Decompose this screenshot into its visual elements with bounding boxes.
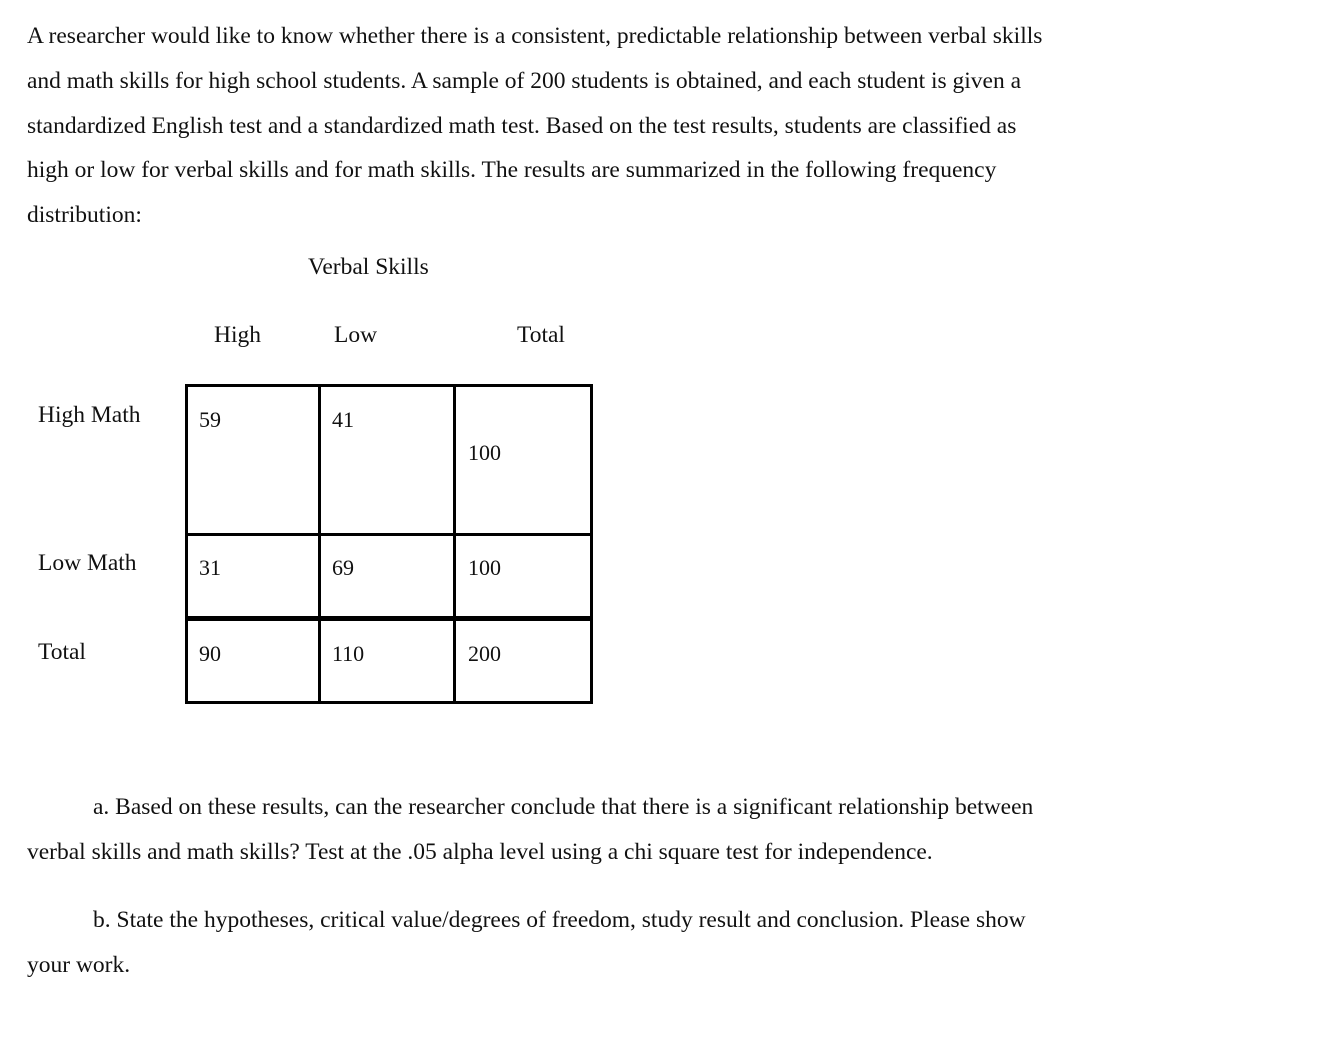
row-label-high-math: High Math <box>38 402 141 428</box>
problem-intro <box>27 14 1227 238</box>
question-a-line-2: verbal skills and math skills? Test at the .05 alpha level using a chi square test for independence. <box>27 838 933 865</box>
cell-low-math-low-verbal: 69 <box>332 555 354 580</box>
cell-high-math-total: 100 <box>468 440 501 465</box>
column-header-high: High <box>214 322 261 348</box>
cell-high-math-low-verbal: 41 <box>332 407 354 432</box>
intro-line-2: and math skills for high school students. A sample of 200 students is obtained, and each student is given a <box>27 67 1022 94</box>
table-border-top <box>185 384 593 387</box>
column-header-total: Total <box>517 322 565 348</box>
cell-high-math-high-verbal: 59 <box>199 407 221 432</box>
column-header-low: Low <box>334 322 378 348</box>
table-col-divider-2 <box>453 384 456 704</box>
intro-line-3: standardized English test and a standardized math test. Based on the test results, students are classified as <box>27 112 1017 139</box>
row-label-low-math: Low Math <box>38 550 137 576</box>
question-a-line-1: a. Based on these results, can the researcher conclude that there is a significant relationship between <box>93 794 1034 820</box>
intro-line-4: high or low for verbal skills and for math skills. The results are summarized in the following frequency <box>27 157 997 184</box>
table-title-verbal-skills: Verbal Skills <box>308 254 429 280</box>
table-total-divider <box>185 616 593 621</box>
cell-total-high-verbal: 90 <box>199 641 221 666</box>
table-row-divider <box>185 533 593 536</box>
cell-low-math-high-verbal: 31 <box>199 555 221 580</box>
cell-low-math-total: 100 <box>468 555 501 580</box>
question-a <box>27 785 1227 875</box>
question-b-line-2: your work. <box>27 951 131 978</box>
question-b <box>27 898 1227 988</box>
table-col-divider-1 <box>318 384 321 704</box>
cell-grand-total: 200 <box>468 641 501 666</box>
intro-line-5: distribution: <box>27 202 142 229</box>
intro-line-1: A researcher would like to know whether there is a consistent, predictable relationship between verbal skills <box>27 23 1043 49</box>
table-border-bottom <box>185 701 593 704</box>
question-b-line-1: b. State the hypotheses, critical value/degrees of freedom, study result and conclusion. Please show <box>93 907 1026 933</box>
row-label-total: Total <box>38 639 86 665</box>
cell-total-low-verbal: 110 <box>332 641 365 666</box>
frequency-table <box>185 384 593 704</box>
table-border-right <box>590 384 593 704</box>
table-border-left <box>185 384 188 704</box>
